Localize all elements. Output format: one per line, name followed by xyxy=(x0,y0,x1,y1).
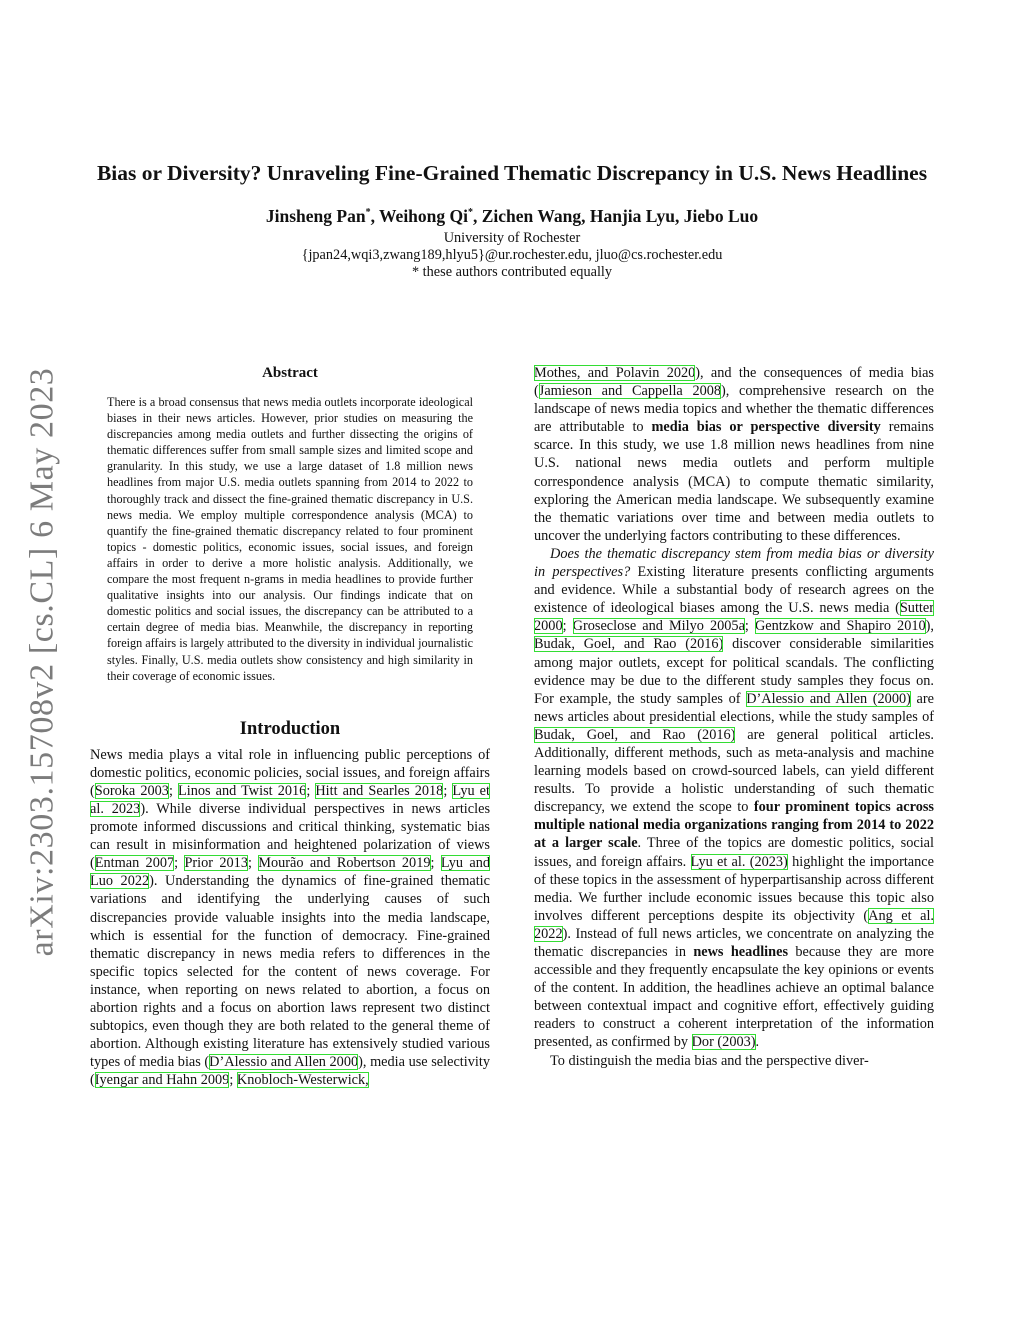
citation-link[interactable]: Lyu et al. (2023) xyxy=(690,853,788,870)
citation-link[interactable]: Ang et al. 2022 xyxy=(534,907,934,942)
equal-contribution-mark: * xyxy=(468,207,473,219)
citation-link[interactable]: Sutter 2000 xyxy=(534,600,934,635)
author-list xyxy=(90,205,934,227)
citation-link[interactable]: Groseclose and Milyo 2005a xyxy=(572,618,745,635)
author-name: , Weihong Qi xyxy=(370,206,468,226)
citation-link[interactable]: Budak, Goel, and Rao (2016) xyxy=(534,636,724,653)
citation-link[interactable]: Prior 2013 xyxy=(184,855,248,872)
equal-contribution-note: * these authors contributed equally xyxy=(411,264,613,280)
equal-contribution-mark: * xyxy=(365,207,371,219)
left-column xyxy=(90,360,490,1089)
arxiv-identifier xyxy=(22,352,62,972)
citation-link[interactable]: D’Alessio and Allen 2000 xyxy=(209,1054,359,1071)
citation-link[interactable]: Knobloch-Westerwick, xyxy=(236,1072,369,1089)
citation-link[interactable]: Jamieson and Cappella 2008 xyxy=(538,383,722,400)
abstract-text: There is a broad consensus that news media outlets incorporate ideological biases in their news articles. However, prior studies on measuring the discrepancies among media outlets and further dissecting the origins of thematic differences suffer from small sample sizes and limited scope and granularity. In this study, we use a large dataset of 1.8 million news headlines from major U.S. media outlets spanning from 2014 to 2022 to thoroughly track and dissect the fine-grained thematic discrepancy in U.S. news media. We employ multiple correspondence analysis (MCA) to quantify the fine-grained thematic discrepancy related to four prominent topics - domestic politics, economic issues, social issues, and foreign affairs in order to derive a more holistic analysis. Additionally, we compare the most frequent n-grams in media headlines to provide further qualitative insights into our analysis. Our findings indicate that on domestic politics and social issues, the discrepancy can be attributed to a certain degree of media bias. Meanwhile, the discrepancy in reporting foreign affairs is largely attributed to the diversity in individual journalistic styles. Finally, U.S. media outlets show consistency and high similarity in their coverage of economic issues. xyxy=(107,395,473,683)
citation-link[interactable]: Dor (2003) xyxy=(691,1034,756,1051)
citation-link[interactable]: Entman 2007 xyxy=(94,855,175,872)
citation-link[interactable]: Linos and Twist 2016 xyxy=(177,782,307,799)
right-column xyxy=(534,364,934,1070)
abstract-heading: Abstract xyxy=(262,365,318,381)
citation-link[interactable]: Lyu et al. 2023 xyxy=(90,782,491,817)
intro-paragraph-3: To distinguish the media bias and the perspective diver- xyxy=(550,1052,869,1069)
affiliation: University of Rochester xyxy=(443,230,581,246)
citation-link[interactable]: Hitt and Searles 2018 xyxy=(315,782,444,799)
citation-link[interactable]: Gentzkow and Shapiro 2010 xyxy=(754,618,926,635)
citation-link[interactable]: Mourão and Robertson 2019 xyxy=(258,855,431,872)
paper-header xyxy=(90,160,934,281)
intro-paragraph-1-continued: Mothes, and Polavin 2020), and the consequences of media bias (Jamieson and Cappella 2008), comprehensive research on the landscape of news media topics and whether the thematic differences are attributable to media bias or perspective diversity remains scarce. In this study, we use 1.8 million news headlines from nine U.S. national news media outlets and perform multiple correspondence analysis (MCA) to compute thematic similarity, exploring the American media landscape. We subsequently examine the thematic variations over time and between media outlets to uncover the underlying factors contributing to these differences. xyxy=(534,365,934,544)
paper-title: Bias or Diversity? Unraveling Fine-Grained Thematic Discrepancy in U.S. News Headlines xyxy=(96,161,928,185)
author-name: Jinsheng Pan xyxy=(265,206,366,226)
intro-paragraph-2: Does the thematic discrepancy stem from media bias or diversity in perspectives? Existing literature presents conflicting arguments and evidence. While a substantial body of research agrees on the existence of ideological biases among the U.S. news media (Sutter 2000; Groseclose and Milyo 2005a; Gentzkow and Shapiro 2010), Budak, Goel, and Rao (2016) discover considerable similarities among major outlets, except for political scandals. The conflicting evidence may be due to the different study samples they focus on. For example, the study samples of D’Alessio and Allen (2000) are news articles about presidential elections, while the study samples of Budak, Goel, and Rao (2016) are general political articles. Additionally, different methods, such as meta-analysis and machine learning models based on crowd-sourced labels, can yield different results. To provide a holistic understanding of such thematic discrepancy, we extend the scope to four prominent topics across multiple national media organizations ranging from 2014 to 2022 at a larger scale. Three of the topics are domestic politics, social issues, and foreign affairs. Lyu et al. (2023) highlight the importance of these topics in the assessment of hyperpartisanship across different media. We further include economic issues because this topic also involves different perceptions despite its objectivity (Ang et al. 2022). Instead of full news articles, we concentrate on analyzing the thematic discrepancies in news headlines because they are more accessible and they frequently encapsulate the key opinions or events of the content. In addition, the headlines achieve an optimal balance between contextual impact and cognitive effort, effectively guiding readers to construct a coherent interpretation of the information presented, as confirmed by Dor (2003). xyxy=(534,545,934,1051)
citation-link[interactable]: D’Alessio and Allen (2000) xyxy=(746,690,911,707)
intro-paragraph-1: News media plays a vital role in influencing public perceptions of domestic politics, economic policies, social issues, and foreign affairs (Soroka 2003; Linos and Twist 2016; Hitt and Searles 2018; Lyu et al. 2023). While diverse individual perspectives in news articles promote informed discussions and critical thinking, systematic bias can result in misinformation and heightened polarization of views (Entman 2007; Prior 2013; Mourão and Robertson 2019; Lyu and Luo 2022). Understanding the dynamics of fine-grained thematic variations and identifying the underlying causes of such discrepancies provide valuable insights into the media landscape, which is essential for the function of democracy. Fine-grained thematic discrepancy in news media refers to differences in the specific topics selected for the content of news coverage. For instance, when reporting on news related to abortion, a focus on abortion rights and a focus on abortion laws represent two distinct subtopics, even though they are both related to the general theme of abortion. Although existing literature has extensively studied various types of media bias (D’Alessio and Allen 2000), media use selectivity (Iyengar and Hahn 2009; Knobloch-Westerwick, xyxy=(90,746,491,1089)
citation-link[interactable]: Budak, Goel, and Rao (2016) xyxy=(534,726,736,743)
arxiv-identifier-text: arXiv:2303.15708v2 [cs.CL] 6 May 2023 xyxy=(23,367,61,957)
author-name: , Zichen Wang, Hanjia Lyu, Jiebo Luo xyxy=(473,206,759,226)
author-emails: {jpan24,wqi3,zwang189,hlyu5}@ur.rochester.edu, jluo@cs.rochester.edu xyxy=(301,247,723,263)
citation-link[interactable]: Mothes, and Polavin 2020 xyxy=(534,365,696,381)
introduction-heading: Introduction xyxy=(239,718,341,739)
citation-link[interactable]: Soroka 2003 xyxy=(94,782,169,799)
citation-link[interactable]: Lyu and Luo 2022 xyxy=(90,855,491,890)
citation-link[interactable]: Iyengar and Hahn 2009 xyxy=(94,1072,230,1089)
